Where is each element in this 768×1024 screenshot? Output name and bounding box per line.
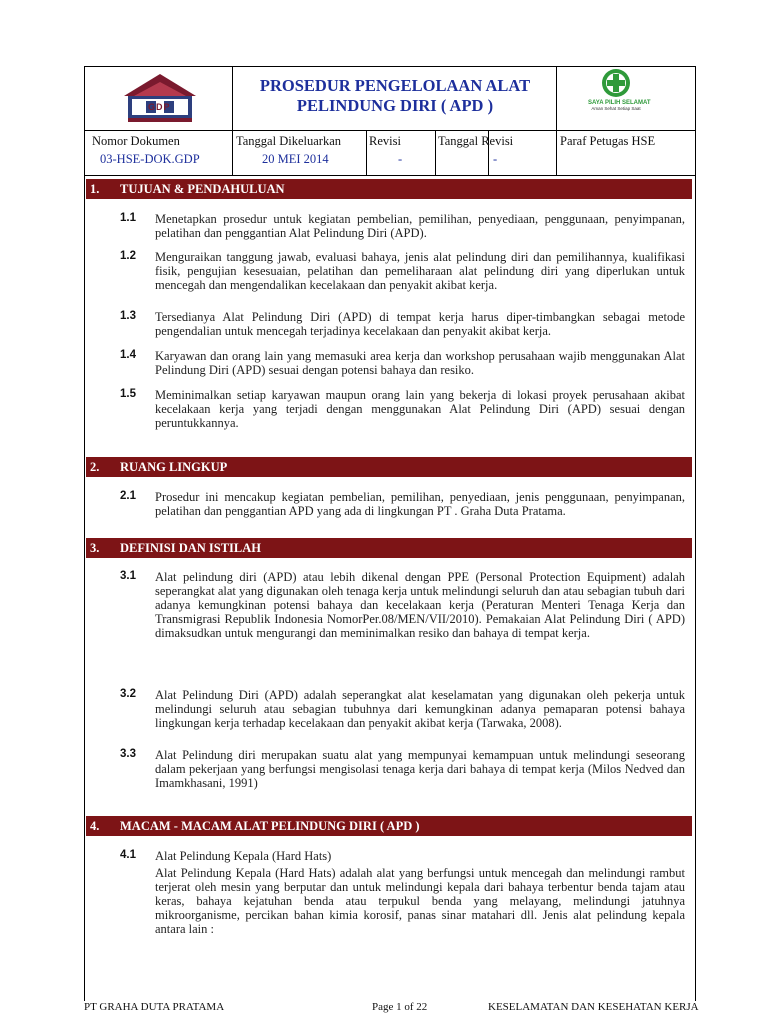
item-text: Alat Pelindung diri merupakan suatu alat yang mempunyai kemampuan untuk melindungi seseorang dalam pekerjaan yang berfungsi mengisolasi tenaga kerja dari bahaya di tempat kerja (Milos Nedved dan Imamkhasani, 1991) (155, 748, 685, 790)
item-text: Menguraikan tanggung jawab, evaluasi bahaya, jenis alat pelindung diri dan pemilihannya, kualifikasi fisik, pengujian kesesuaian, pelatihan dan pemeliharaan alat pelindung diri yang diperlukan untuk mencegah dan mengendalikan kecelakaan dan penyakit akibat kerja. (155, 250, 685, 292)
item-number: 3.1 (120, 570, 136, 582)
footer-page-number: Page 1 of 22 (372, 1001, 428, 1013)
item-text: Menetapkan prosedur untuk kegiatan pembelian, pemilihan, penyediaan, penggunaan, penyimpanan, pelatihan dan penggantian Alat Pelindung Diri (APD). (155, 212, 685, 240)
section-title: MACAM - MACAM ALAT PELINDUNG DIRI ( APD ) (120, 819, 420, 833)
section-bar (86, 816, 692, 836)
title-line-1: PROSEDUR PENGELOLAAN ALAT (259, 76, 531, 95)
header-col-line (556, 66, 557, 176)
meta-col-line (435, 131, 436, 176)
item-text: Meminimalkan setiap karyawan maupun orang lain yang bekerja di lokasi proyek perusahaan akibat kecelakaan kerja yang terjadi dengan menggunakan Alat Pelindung Diri (APD) sesuai dengan peruntukkannya. (155, 388, 685, 430)
item-number: 1.4 (120, 349, 136, 361)
item-text: Alat pelindung diri (APD) atau lebih dikenal dengan PPE (Personal Protection Equipment) adalah seperangkat alat yang digunakan oleh tenaga kerja untuk melindungi seluruh dan atau sebagian tubuh dari adanya kemungkinan potensi bahaya dan kecelakaan kerja (Peraturan Menteri Tenaga Kerja dan Transmigrasi Republik Indonesia NomorPer.08/MEN/VII/2010). Pemakaian Alat Pelindung Diri ( APD) dimaksudkan untuk mengurangi dan meminimalkan resiko dan bahaya di tempat kerja. (155, 570, 685, 640)
title-line-2: PELINDUNG DIRI ( APD ) (296, 96, 494, 115)
meta-divider (84, 175, 695, 176)
tanggal-label: Tanggal Dikeluarkan (236, 134, 341, 148)
item-text: Prosedur ini mencakup kegiatan pembelian, pemilihan, penyediaan, jenis penggunaan, penyimpanan, pelatihan dan penggantian APD yang ada di lingkungan PT . Graha Duta Pratama. (155, 490, 685, 518)
section-title: TUJUAN & PENDAHULUAN (120, 182, 285, 196)
section-number: 4. (90, 819, 100, 833)
revisi-value: - (398, 152, 403, 166)
logo-text: GDP (148, 102, 171, 112)
section-bar (86, 538, 692, 558)
safety-logo (588, 68, 651, 126)
item-number: 1.3 (120, 310, 136, 322)
footer-department: KESELAMATAN DAN KESEHATAN KERJA (488, 1001, 699, 1013)
paraf-label: Paraf Petugas HSE (560, 134, 656, 148)
item-number: 3.2 (120, 688, 136, 700)
tanggal-value: 20 MEI 2014 (262, 152, 329, 166)
section-title: DEFINISI DAN ISTILAH (120, 541, 262, 555)
item-number: 1.2 (120, 250, 136, 262)
footer-company: PT GRAHA DUTA PRATAMA (84, 1001, 225, 1013)
section-title: RUANG LINGKUP (120, 460, 228, 474)
item-text: Alat Pelindung Diri (APD) adalah seperangkat alat keselamatan yang digunakan oleh pekerja untuk melindungi seluruh atau sebagian tubuhnya dari kemungkinan adanya pemaparan potensi bahaya lingkungan kerja terhadap kecelakaan dan penyakit akibat kerja (Tarwaka, 2008). (155, 688, 685, 730)
item-number: 3.3 (120, 748, 136, 760)
safety-subtag: Aman Sehat Setiap Saat (591, 106, 641, 111)
item-number: 1.5 (120, 388, 136, 400)
company-logo (120, 72, 200, 124)
header-col-line (232, 66, 233, 176)
tanggal-revisi-label: Tanggal Revisi (438, 134, 514, 148)
section-number: 2. (90, 460, 100, 474)
section-bar (86, 179, 692, 199)
item-number: 4.1 (120, 849, 136, 861)
section-number: 1. (90, 182, 100, 196)
meta-col-line (366, 131, 367, 176)
item-number: 2.1 (120, 490, 136, 502)
tanggal-revisi-value: - (493, 152, 498, 166)
header-divider (84, 130, 695, 131)
green-cross-icon (601, 68, 631, 98)
item-text: Karyawan dan orang lain yang memasuki area kerja dan workshop perusahaan wajib menggunakan Alat Pelindung Diri (APD) sesuai dengan potensi bahaya dan resiko. (155, 349, 685, 377)
document-title (236, 76, 554, 116)
nomor-dokumen-value: 03-HSE-DOK.GDP (100, 152, 200, 166)
item-text: Alat Pelindung Kepala (Hard Hats) adalah alat yang berfungsi untuk mencegah dan melindungi rambut terjerat oleh mesin yang berputar dan untuk melindungi kepala dari bahaya terbentur benda tajam atau keras, bahaya kejatuhan benda atau terpukul benda yang melayang, melindungi jatuhnya mikroorganisme, percikan bahan kimia korosif, panas sinar matahari dll. Jenis alat pelindung kepala antara lain : (155, 866, 685, 936)
safety-tagline: SAYA PILIH SELAMAT (588, 100, 651, 106)
item-heading: Alat Pelindung Kepala (Hard Hats) (155, 849, 332, 863)
section-bar (86, 457, 692, 477)
section-number: 3. (90, 541, 100, 555)
item-number: 1.1 (120, 212, 136, 224)
nomor-dokumen-label: Nomor Dokumen (92, 134, 180, 148)
item-text: Tersedianya Alat Pelindung Diri (APD) di tempat kerja harus diper-timbangkan sebagai metode pengendalian untuk mencegah terjadinya kecelakaan dan penyakit akibat kerja. (155, 310, 685, 338)
revisi-label: Revisi (369, 134, 401, 148)
